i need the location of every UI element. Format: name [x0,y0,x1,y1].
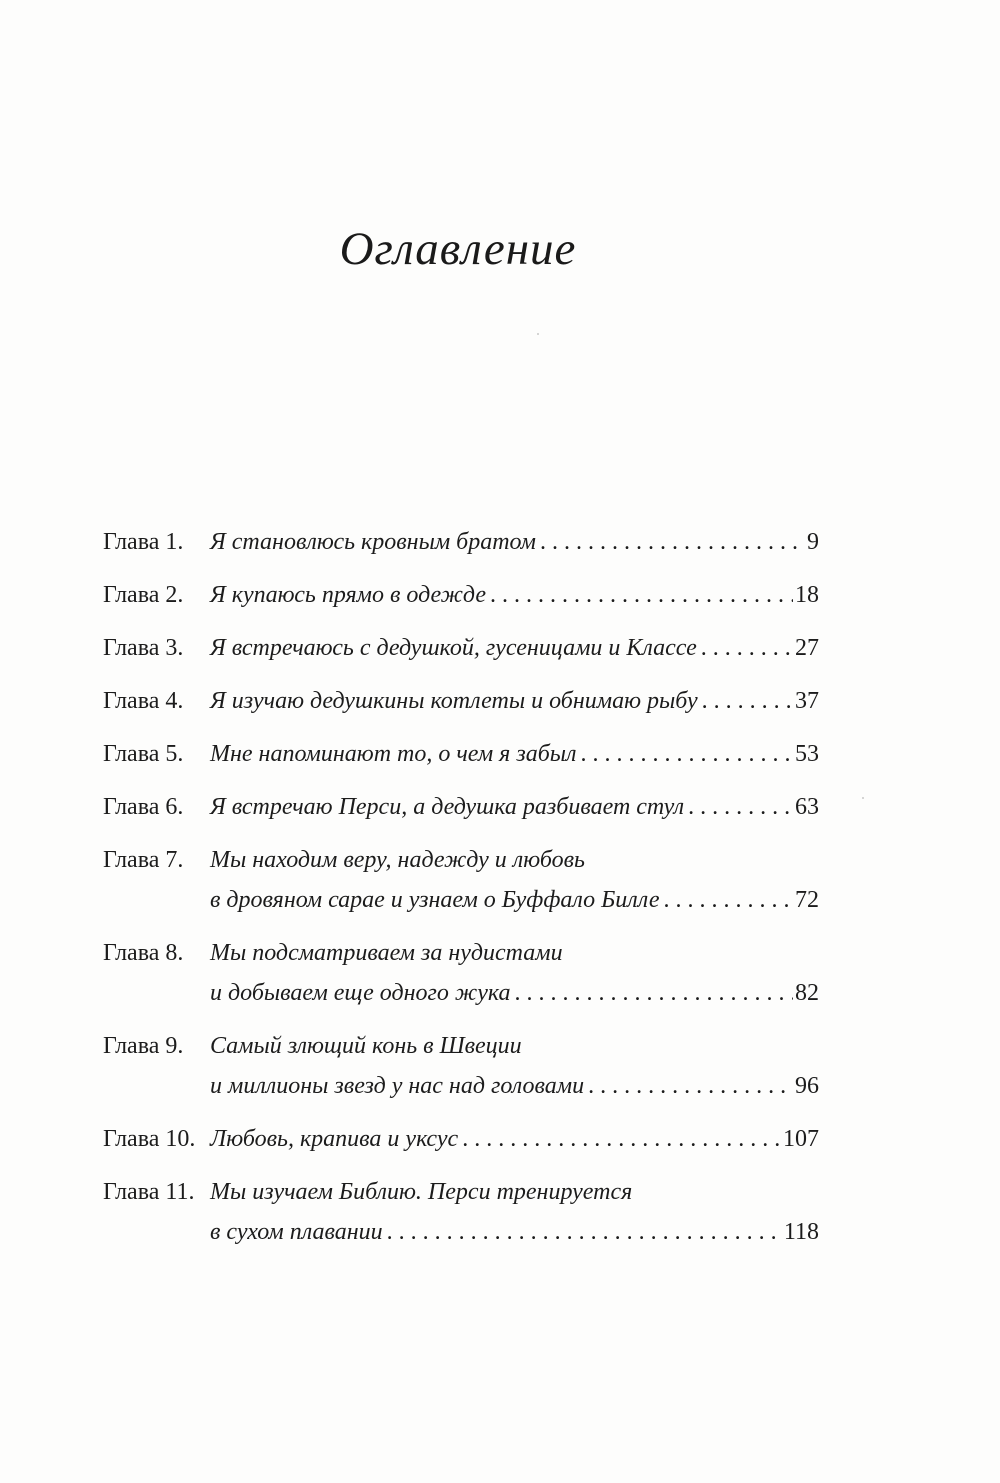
chapter-title-line: в сухом плавании [210,1219,383,1245]
chapter-label: Глава 9. [103,1033,184,1059]
chapter-title: Любовь, крапива и уксус [210,1126,459,1152]
chapter-title-line: Мы находим веру, надежду и любовь [210,847,585,873]
chapter-title-line: и миллионы звезд у нас над головами [210,1073,585,1099]
dot-leader [701,628,793,668]
chapter-title-line: Мы подсматриваем за нудистами [210,940,563,966]
page-number: 82 [795,980,819,1006]
page-number: 9 [807,529,819,555]
page-number: 96 [795,1073,819,1099]
chapter-title: Я встречаюсь с дедушкой, гусеницами и Классе [210,635,697,661]
toc-entry-3 [103,628,819,668]
page-number: 27 [795,635,819,661]
page-number: 53 [795,741,819,767]
dot-leader [580,734,793,774]
page-number: 72 [795,887,819,913]
paper-speck [862,797,864,799]
chapter-title-line: Самый злющий конь в Швеции [210,1033,522,1059]
toc-entry-9 [103,1026,819,1106]
page-number: 18 [795,582,819,608]
chapter-title: Мне напоминают то, о чем я забыл [210,741,577,767]
toc-entry-4 [103,681,819,721]
toc-entry-11 [103,1172,819,1252]
chapter-label: Глава 7. [103,847,184,873]
dot-leader [462,1119,781,1159]
page-title: Оглавление [339,223,577,275]
chapter-label: Глава 11. [103,1179,195,1205]
table-of-contents [103,522,819,1265]
chapter-label: Глава 6. [103,794,184,820]
chapter-title-line: и добываем еще одного жука [210,980,511,1006]
chapter-title: Я встречаю Перси, а дедушка разбивает стул [210,794,685,820]
dot-leader [387,1212,782,1252]
page-number: 63 [795,794,819,820]
dot-leader [490,575,793,615]
dot-leader [540,522,805,562]
dot-leader [588,1066,793,1106]
page-number: 107 [783,1126,819,1152]
dot-leader [702,681,793,721]
toc-entry-8 [103,933,819,1013]
chapter-label: Глава 3. [103,635,184,661]
dot-leader [663,880,793,920]
toc-entry-6 [103,787,819,827]
dot-leader [515,973,794,1013]
toc-entry-5 [103,734,819,774]
chapter-title: Я купаюсь прямо в одежде [210,582,486,608]
chapter-label: Глава 1. [103,529,184,555]
page-number: 37 [795,688,819,714]
chapter-title: Я становлюсь кровным братом [210,529,536,555]
chapter-label: Глава 4. [103,688,184,714]
chapter-label: Глава 5. [103,741,184,767]
chapter-label: Глава 8. [103,940,184,966]
dot-leader [688,787,793,827]
chapter-title: Я изучаю дедушкины котлеты и обнимаю рыбу [210,688,698,714]
page-number: 118 [783,1219,819,1245]
toc-entry-7 [103,840,819,920]
toc-entry-10 [103,1119,819,1159]
chapter-label: Глава 10. [103,1126,196,1152]
chapter-label: Глава 2. [103,582,184,608]
paper-speck [537,333,539,335]
chapter-title-line: в дровяном сарае и узнаем о Буффало Билле [210,887,660,913]
toc-entry-1 [103,522,819,562]
chapter-title-line: Мы изучаем Библию. Перси тренируется [210,1179,633,1205]
toc-entry-2 [103,575,819,615]
